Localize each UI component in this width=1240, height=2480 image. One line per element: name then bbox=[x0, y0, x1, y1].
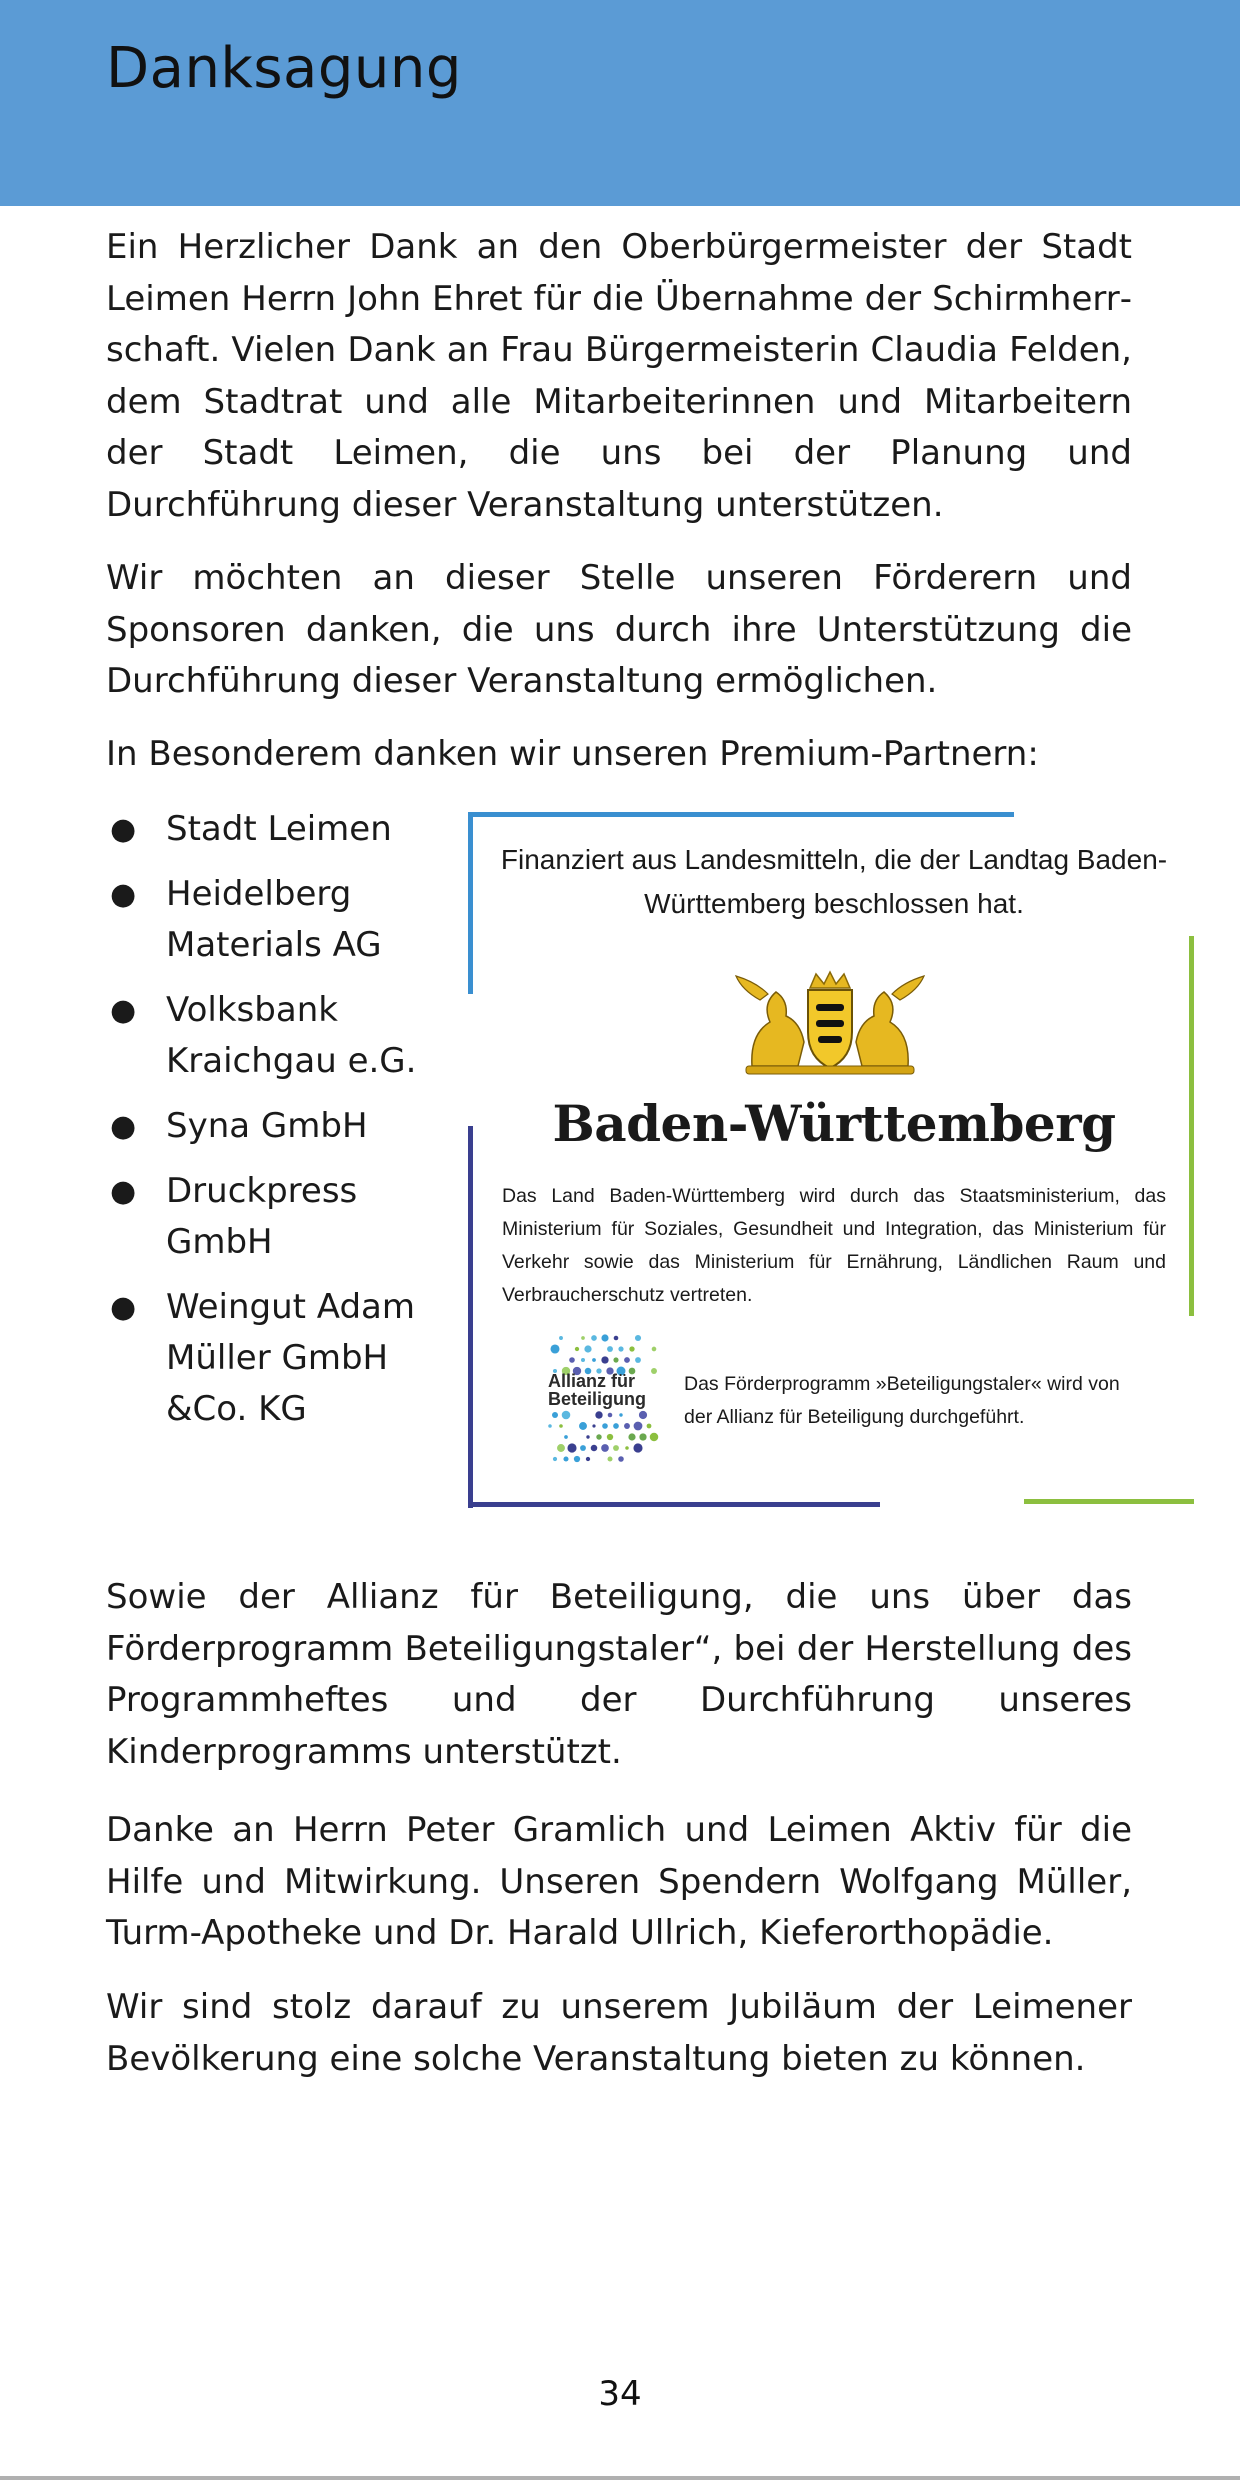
bullet-icon: ● bbox=[110, 993, 137, 1028]
bullet-icon: ● bbox=[110, 812, 137, 847]
frame-line-navy-bottom bbox=[468, 1502, 880, 1507]
logo-dot bbox=[601, 1334, 608, 1341]
allianz-program-note: Das Förderprogramm »Beteiligungstaler« wird von der Allianz für Beteiligung durchgeführt. bbox=[684, 1373, 1120, 1428]
bullet-icon: ● bbox=[110, 1109, 137, 1144]
logo-dot bbox=[607, 1456, 612, 1461]
logo-dot bbox=[579, 1422, 587, 1430]
logo-dot bbox=[639, 1433, 646, 1440]
thanks-paragraph-mayor: Ein Herzlicher Dank an den Oberbürgermeister der Stadt Leimen Herrn John Ehret für die Übernahme der Schirmherrschaft. Vielen Dank an Frau Bürgermeisterin Claudia Felden, dem Stadtrat und alle Mitarbeiterinnen und Mitarbeitern der Stadt Leimen, die uns bei der Planung und Durchführung dieser Veranstaltung unterstützen. bbox=[106, 227, 1132, 525]
frame-line-green-right bbox=[1189, 936, 1194, 1316]
logo-dot bbox=[581, 1358, 585, 1362]
funding-heading: Finanziert aus Landesmitteln, die der Landtag Baden-Württemberg beschlossen hat. bbox=[500, 844, 1168, 919]
logo-dot bbox=[564, 1435, 568, 1439]
logo-dot bbox=[652, 1347, 657, 1352]
logo-dot bbox=[569, 1357, 575, 1363]
logo-dot bbox=[633, 1443, 642, 1452]
bottom-rule bbox=[0, 2476, 1240, 2480]
logo-dot bbox=[650, 1433, 659, 1442]
logo-dot bbox=[591, 1335, 597, 1341]
page-header bbox=[0, 0, 1240, 206]
logo-dot bbox=[614, 1336, 619, 1341]
logo-dot bbox=[635, 1357, 641, 1363]
list-item: ● Syna GmbH bbox=[106, 1101, 436, 1152]
logo-dot bbox=[548, 1424, 552, 1428]
closing-paragraph: Wir sind stolz darauf zu unserem Jubiläum der Leimener Bevölkerung eine solche Veranstaltung bieten zu können. bbox=[106, 1987, 1132, 2079]
logo-dot bbox=[613, 1357, 618, 1362]
logo-dot bbox=[608, 1413, 613, 1418]
funding-notice-box bbox=[468, 812, 1194, 1508]
logo-dot bbox=[592, 1358, 596, 1362]
thanks-paragraph-helpers: Danke an Herrn Peter Gramlich und Leimen Aktiv für die Hilfe und Mitwirkung. Unseren Spendern Wolfgang Müller, Turm-Apotheke und Dr. Harald Ullrich, Kieferorthopädie. bbox=[106, 1810, 1132, 1953]
frame-line-blue-left bbox=[468, 812, 473, 994]
page-number: 34 bbox=[598, 2374, 642, 2414]
logo-dot bbox=[647, 1424, 652, 1429]
logo-dot bbox=[613, 1423, 619, 1429]
page-title: Danksagung bbox=[106, 36, 462, 101]
logo-dot bbox=[591, 1445, 598, 1452]
list-item: ● Volksbank Kraichgau e.G. bbox=[106, 985, 436, 1087]
list-item: ● Heidelberg Materials AG bbox=[106, 869, 436, 971]
ministries-text: Das Land Baden-Württemberg wird durch das Staatsministerium, das Ministerium für Soziales, Gesundheit und Integration, das Ministerium für Verkehr sowie das Ministerium für Ernährung, Ländlichen Raum und Verbraucherschutz vertreten. bbox=[502, 1185, 1166, 1306]
logo-dot bbox=[563, 1456, 568, 1461]
logo-dot bbox=[624, 1357, 630, 1363]
logo-dot bbox=[584, 1345, 591, 1352]
logo-dot bbox=[629, 1346, 634, 1351]
list-item: ● Weingut Adam Müller GmbH &Co. KG bbox=[106, 1282, 436, 1435]
logo-dot bbox=[624, 1423, 630, 1429]
list-item: ● Stadt Leimen bbox=[106, 804, 436, 855]
state-name: Baden-Württemberg bbox=[552, 1094, 1116, 1153]
logo-dot bbox=[635, 1335, 641, 1341]
bullet-icon: ● bbox=[110, 1290, 137, 1325]
logo-dot bbox=[562, 1411, 571, 1420]
logo-dot bbox=[639, 1411, 647, 1419]
logo-dot bbox=[586, 1457, 590, 1461]
bullet-icon: ● bbox=[110, 1174, 137, 1209]
logo-dot bbox=[613, 1445, 619, 1451]
coat-of-arms-icon bbox=[732, 970, 928, 1082]
logo-dot bbox=[595, 1411, 602, 1418]
frame-line-navy-left bbox=[468, 1126, 473, 1508]
frame-line-green-bottom bbox=[1024, 1499, 1194, 1504]
list-item: ● Druckpress GmbH bbox=[106, 1166, 436, 1268]
logo-dot bbox=[619, 1413, 622, 1416]
logo-dot bbox=[625, 1446, 629, 1450]
premium-partners-list bbox=[106, 804, 436, 1449]
logo-dot bbox=[628, 1433, 635, 1440]
logo-dot bbox=[618, 1456, 624, 1462]
logo-dot bbox=[559, 1336, 563, 1340]
logo-dot bbox=[596, 1434, 601, 1439]
logo-dot bbox=[618, 1346, 623, 1351]
allianz-logo-text: Allianz für Beteiligung bbox=[548, 1371, 646, 1409]
logo-dot bbox=[574, 1456, 580, 1462]
logo-dot bbox=[550, 1344, 559, 1353]
logo-dot bbox=[559, 1424, 563, 1428]
logo-dot bbox=[575, 1347, 579, 1351]
logo-dot bbox=[592, 1424, 595, 1427]
frame-line-blue-top bbox=[468, 812, 1014, 817]
logo-dot bbox=[581, 1336, 585, 1340]
logo-dot bbox=[602, 1423, 608, 1429]
logo-dot bbox=[552, 1412, 558, 1418]
logo-dot bbox=[607, 1346, 613, 1352]
thanks-paragraph-allianz: Sowie der Allianz für Beteiligung, die uns über das Förderprogramm Beteiligungstaler“, bei der Herstellung des Programmheftes und der Durchführung unseres Kinderprogramms unterstützt. bbox=[106, 1577, 1132, 1772]
logo-dot bbox=[567, 1443, 576, 1452]
logo-dot bbox=[601, 1444, 609, 1452]
logo-dot bbox=[553, 1457, 557, 1461]
bullet-icon: ● bbox=[110, 877, 137, 912]
logo-dot bbox=[634, 1422, 643, 1431]
logo-dot bbox=[601, 1356, 608, 1363]
premium-partners-intro: In Besonderem danken wir unseren Premium-Partnern: bbox=[106, 734, 1039, 774]
thanks-paragraph-sponsors: Wir möchten an dieser Stelle unseren Förderern und Sponsoren danken, die uns durch ihre Unterstützung die Durchführung dieser Veranstaltung ermöglichen. bbox=[106, 558, 1132, 701]
logo-dot bbox=[607, 1434, 613, 1440]
logo-dot bbox=[580, 1445, 586, 1451]
logo-dot bbox=[586, 1435, 589, 1438]
logo-dot bbox=[557, 1444, 565, 1452]
